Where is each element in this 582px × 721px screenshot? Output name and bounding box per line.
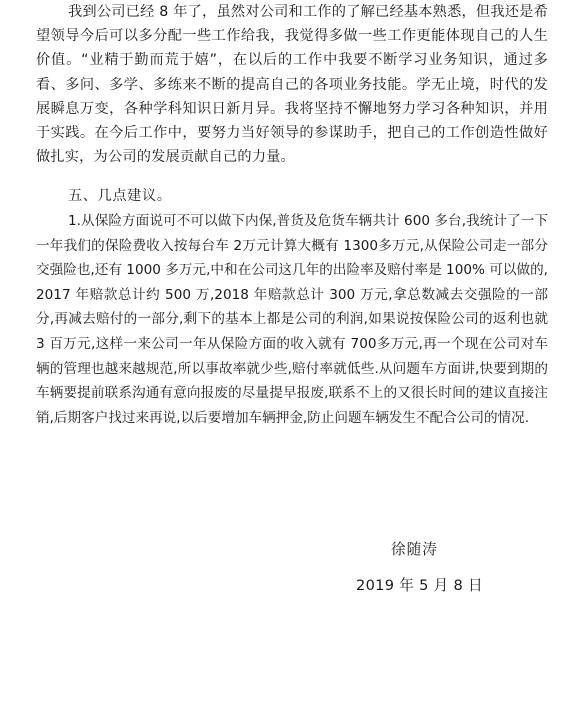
body-paragraph-insurance-suggestion: 1.从保险方面说可不可以做下内保,普货及危货车辆共计 600 多台,我统计了一下一年我们的保险费收入按每台车 2万元计算大概有 1300多万元,从保险公司走一部分交强险也,还有 1000 多万元,中和在公司这几年的出险率及赔付率是 100% 可以做的,2017 年赔款总计约 500 万,2018 年赔款总计 300 万元,拿总数减去交强险的一部分,再减去赔付的一部分,剩下的基本上都是公司的利润,如果说按保险公司的返利也就 3 百万元,这样一来公司一年从保险方面的收入就有 700多万元,再一个现在公司对车辆的管理也越来越规范,所以事故率就少些,赔付率就低些.从问题车方面讲,快要到期的车辆要提前联系沟通有意向报废的尽量提早报废,联系不上的又很长时间的建议直接注销,后期客户找过来再说,以后要增加车辆押金,防止问题车辆发生不配合公司的情况. [36, 213, 548, 426]
section-heading-suggestions: 五、几点建议。 [68, 188, 172, 204]
author-signature: 徐随涛 [391, 541, 438, 558]
document-date: 2019 年 5 月 8 日 [356, 577, 483, 594]
body-paragraph-work-attitude: 我到公司已经 8 年了，虽然对公司和工作的了解已经基本熟悉，但我还是希望领导今后可以多分配一些工作给我，我觉得多做一些工作更能体现自己的人生价值。“业精于勤而荒于嬉”，在以后的工作中我要不断学习业务知识，通过多看、多问、多学、多练来不断的提高自己的各项业务技能。学无止境，时代的发展瞬息万变，各种学科知识日新月异。我将坚持不懈地努力学习各种知识，并用于实践。在今后工作中，要努力当好领导的参谋助手，把自己的工作创造性做好做扎实，为公司的发展贡献自己的力量。 [36, 4, 548, 166]
